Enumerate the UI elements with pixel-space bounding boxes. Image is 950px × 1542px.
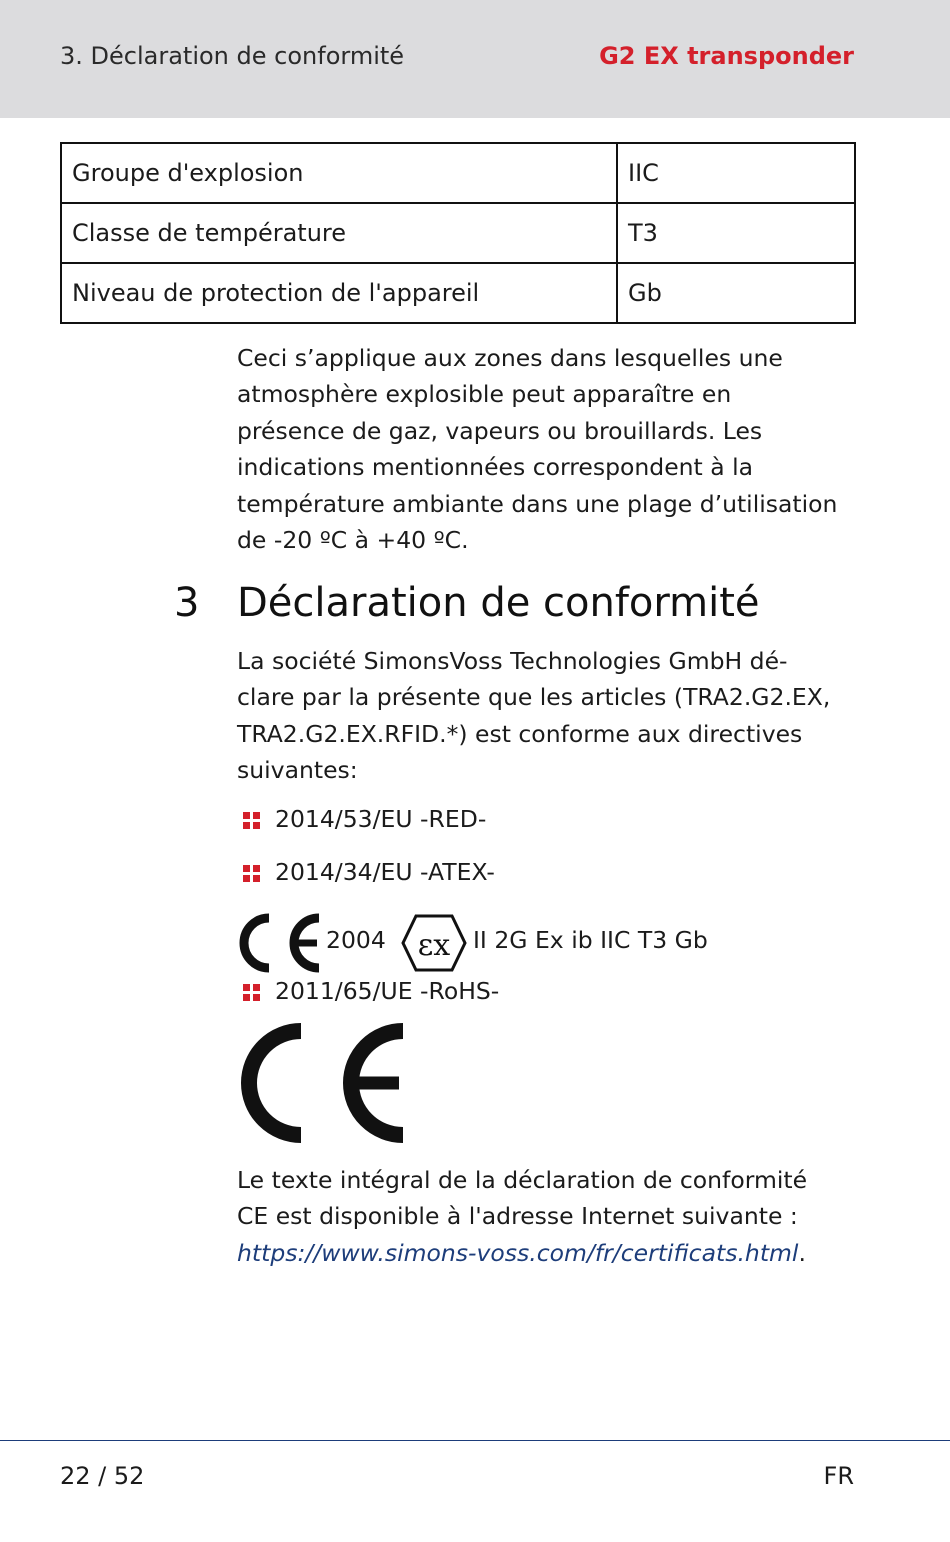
text-line: clare par la présente que les articles (TRA2.G2.EX, [237,683,831,712]
directive-label: 2014/34/EU -ATEX- [275,858,495,886]
atex-marking [237,910,837,976]
table-cell-label: Groupe d'explosion [61,143,617,203]
svg-text:εx: εx [417,928,451,963]
table-cell-value: T3 [617,203,855,263]
bullet-icon [243,865,261,883]
bullet-icon [243,812,261,830]
ce-mark-icon [237,912,325,974]
text-line: CE est disponible à l'adresse Internet suivante : [237,1202,798,1231]
text-line: La société SimonsVoss Technologies GmbH dé- [237,647,788,675]
directive-label: 2011/65/UE -RoHS- [275,977,500,1005]
closing-paragraph [237,1162,857,1271]
page-header [0,0,950,118]
footer-divider [0,1440,950,1441]
table-row [61,203,855,263]
text-line: atmosphère explosible peut apparaître en [237,380,732,409]
directive-label: 2014/53/EU -RED- [275,805,487,833]
table-cell-label: Classe de température [61,203,617,263]
header-section-title: 3. Déclaration de conformité [60,42,405,70]
table-cell-label: Niveau de protection de l'appareil [61,263,617,323]
text-line: suivantes: [237,756,358,785]
language-code: FR [823,1462,854,1490]
table-cell-value: IIC [617,143,855,203]
table-row [61,143,855,203]
spec-table [60,142,856,324]
section-body [237,643,857,789]
atex-code: II 2G Ex ib IIC T3 Gb [473,926,708,954]
table-row [61,263,855,323]
text-line: de -20 ºC à +40 ºC. [237,526,469,555]
text-line: présence de gaz, vapeurs ou brouillards. Les [237,416,763,445]
section-heading: Déclaration de conformité [237,580,760,626]
text-line: Le texte intégral de la déclaration de conformité [237,1166,808,1194]
text-line: indications mentionnées correspondent à la [237,453,754,482]
ex-hexagon-icon [399,912,469,974]
section-number: 3 [174,580,200,626]
ce-mark-large-icon [237,1023,407,1143]
certificates-link[interactable]: https://www.simons-voss.com/fr/certificats.html [237,1238,799,1267]
text-line: température ambiante dans une plage d’utilisation [237,489,838,518]
page-number: 22 / 52 [60,1462,145,1490]
text-line: TRA2.G2.EX.RFID.*) est conforme aux directives [237,719,803,748]
url-line [237,1235,857,1271]
ce-year: 2004 [326,926,386,954]
url-suffix: . [798,1238,806,1267]
text-line: Ceci s’applique aux zones dans lesquelles une [237,344,783,372]
bullet-icon [243,984,261,1002]
header-product-name: G2 EX transponder [599,42,854,70]
intro-paragraph [237,340,857,558]
table-cell-value: Gb [617,263,855,323]
